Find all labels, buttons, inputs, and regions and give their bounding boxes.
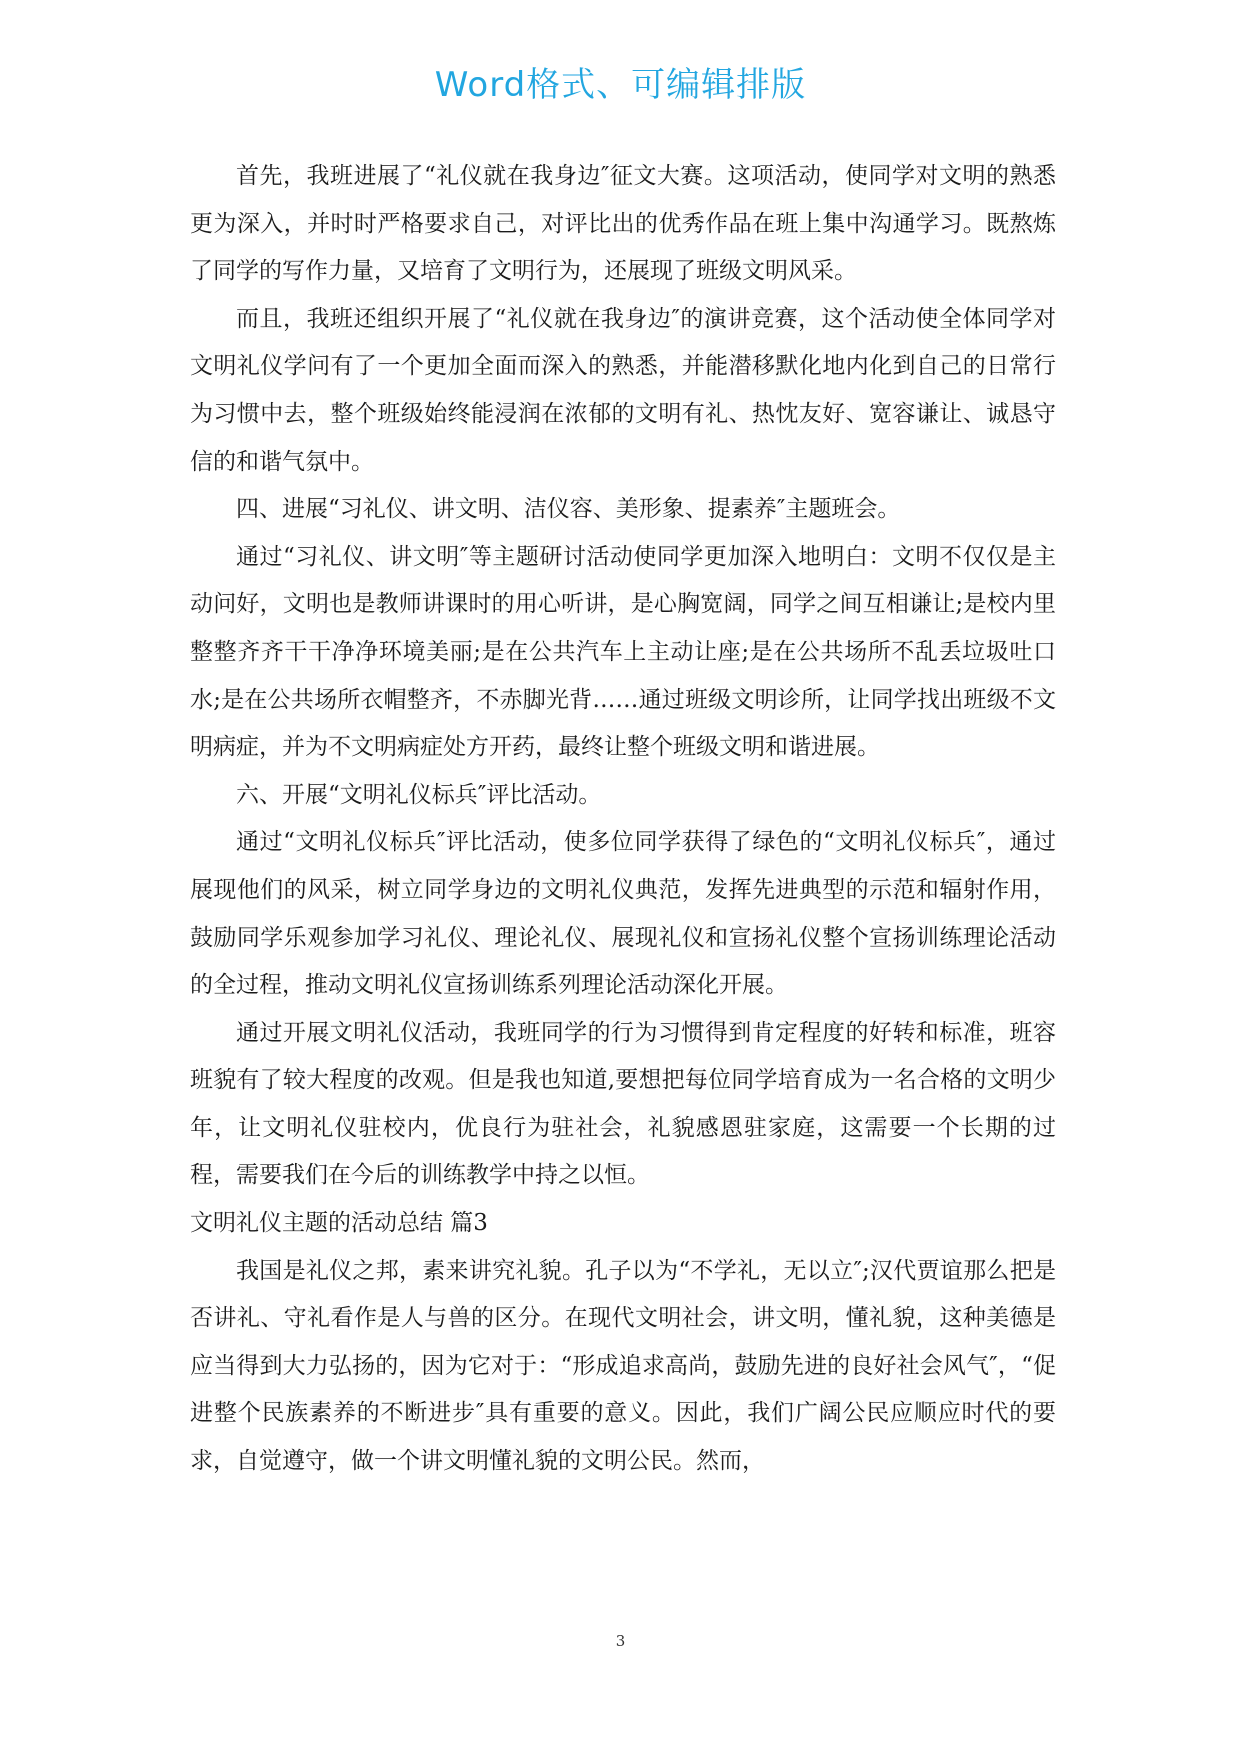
paragraph: 首先，我班进展了“礼仪就在我身边″征文大赛。这项活动，使同学对文明的熟悉更为深入，并时时严格要求自己，对评比出的优秀作品在班上集中沟通学习。既熬炼了同学的写作力量，又培育了文明行为，还展现了班级文明风采。 — [190, 163, 1056, 285]
paragraph: 我国是礼仪之邦，素来讲究礼貌。孔子以为“不学礼，无以立″;汉代贾谊那么把是否讲礼、守礼看作是人与兽的区分。在现代文明社会，讲文明，懂礼貌，这种美德是应当得到大力弘扬的，因为它对于：“形成追求高尚，鼓励先进的良好社会风气″，“促进整个民族素养的不断进步″具有重要的意义。因此，我们广阔公民应顺应时代的要求，自觉遵守，做一个讲文明懂礼貌的文明公民。然而， — [190, 1257, 1056, 1475]
paragraph: 通过开展文明礼仪活动，我班同学的行为习惯得到肯定程度的好转和标准，班容班貌有了较大程度的改观。但是我也知道,要想把每位同学培育成为一名合格的文明少年，让文明礼仪驻校内，优良行为驻社会，礼貌感恩驻家庭，这需要一个长期的过程，需要我们在今后的训练教学中持之以恒。 — [190, 1019, 1056, 1189]
paragraph: 通过“文明礼仪标兵″评比活动，使多位同学获得了绿色的“文明礼仪标兵″，通过展现他们的风采，树立同学身边的文明礼仪典范，发挥先进典型的示范和辐射作用，鼓励同学乐观参加学习礼仪、理论礼仪、展现礼仪和宣扬礼仪整个宣扬训练理论活动的全过程，推动文明礼仪宣扬训练系列理论活动深化开展。 — [190, 829, 1056, 999]
document-body — [190, 153, 1056, 1486]
page-header-title: Word格式、可编辑排版 — [434, 65, 807, 105]
paragraph: 而且，我班还组织开展了“礼仪就在我身边″的演讲竞赛，这个活动使全体同学对文明礼仪学问有了一个更加全面而深入的熟悉，并能潜移默化地内化到自己的日常行为习惯中去，整个班级始终能浸润在浓郁的文明有礼、热忱友好、宽容谦让、诚恳守信的和谐气氛中。 — [190, 305, 1056, 475]
section-heading: 文明礼仪主题的活动总结 篇3 — [190, 1210, 488, 1237]
paragraph: 六、开展“文明礼仪标兵″评比活动。 — [236, 781, 602, 808]
paragraph: 四、进展“习礼仪、讲文明、洁仪容、美形象、提素养″主题班会。 — [236, 496, 901, 523]
page-number: 3 — [615, 1632, 626, 1650]
paragraph: 通过“习礼仪、讲文明″等主题研讨活动使同学更加深入地明白：文明不仅仅是主动问好，文明也是教师讲课时的用心听讲，是心胸宽阔，同学之间互相谦让;是校内里整整齐齐干干净净环境美丽;是在公共汽车上主动让座;是在公共场所不乱丢垃圾吐口水;是在公共场所衣帽整齐，不赤脚光背……通过班级文明诊所，让同学找出班级不文明病症，并为不文明病症处方开药，最终让整个班级文明和谐进展。 — [190, 543, 1056, 761]
